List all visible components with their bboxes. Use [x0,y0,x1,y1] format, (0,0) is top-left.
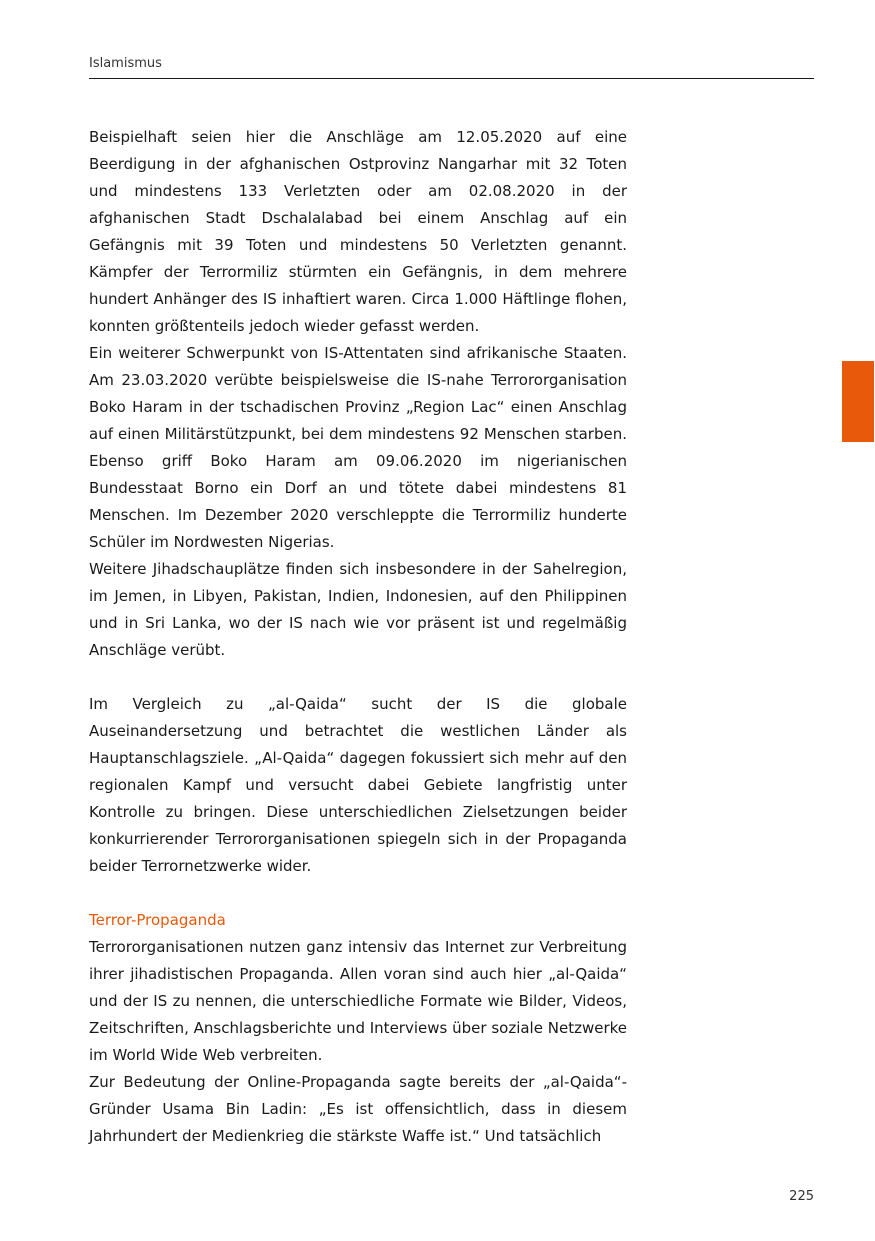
paragraph-propaganda-quote: Zur Bedeutung der Online-Propaganda sagte bereits der „al-Qaida“-Gründer Usama Bin Ladin: „Es ist offensichtlich, dass in diesem Jahrhundert der Medienkrieg die stärkste Waffe ist.“ Und tatsächlich [89,1073,627,1145]
main-text [89,124,627,1150]
chapter-side-tab [842,361,874,442]
paragraph-propaganda-internet: Terrororganisationen nutzen ganz intensiv das Internet zur Verbreitung ihrer jihadistischen Propaganda. Allen voran sind auch hier „al-Qaida“ und der IS zu nennen, die unterschiedliche Formate wie Bilder, Videos, Zeitschriften, Anschlagsberichte und Interviews über soziale Netzwerke im World Wide Web verbreiten. [89,938,627,1064]
section-heading: Terror-Propaganda [89,911,226,929]
paragraph-attacks-africa: Ein weiterer Schwerpunkt von IS-Attentaten sind afrikanische Staaten. Am 23.03.2020 verübte beispielsweise die IS-nahe Terrororganisation Boko Haram in der tschadischen Provinz „Region Lac“ einen Anschlag auf einen Militärstützpunkt, bei dem mindestens 92 Menschen starben. Ebenso griff Boko Haram am 09.06.2020 im nigerianischen Bundesstaat Borno ein Dorf an und tötete dabei mindestens 81 Menschen. Im Dezember 2020 verschleppte die Terrormiliz hunderte Schüler im Nordwesten Nigerias. [89,344,627,551]
paragraph-jihad-locations: Weitere Jihadschauplätze finden sich insbesondere in der Sahelregion, im Jemen, in Libyen, Pakistan, Indien, Indonesien, auf den Philippinen und in Sri Lanka, wo der IS nach wie vor präsent ist und regelmäßig Anschläge verübt. [89,560,627,659]
running-header: Islamismus [89,56,162,71]
page-number: 225 [789,1189,814,1204]
paragraph-al-qaida-comparison: Im Vergleich zu „al-Qaida“ sucht der IS die globale Auseinandersetzung und betrachtet die westlichen Länder als Hauptanschlagsziele. „Al-Qaida“ dagegen fokussiert sich mehr auf den regionalen Kampf und versucht dabei Gebiete langfristig unter Kontrolle zu bringen. Diese unterschiedlichen Zielsetzungen beider konkurrierender Terrororganisationen spiegeln sich in der Propaganda beider Terrornetzwerke wider. [89,695,627,875]
header-rule [89,78,814,79]
paragraph-attacks-afghanistan: Beispielhaft seien hier die Anschläge am 12.05.2020 auf eine Beerdigung in der afghanischen Ostprovinz Nangarhar mit 32 Toten und mindestens 133 Verletzten oder am 02.08.2020 in der afghanischen Stadt Dschalalabad bei einem Anschlag auf ein Gefängnis mit 39 Toten und mindestens 50 Verletzten genannt. Kämpfer der Terrormiliz stürmten ein Gefängnis, in dem mehrere hundert Anhänger des IS inhaftiert waren. Circa 1.000 Häftlinge flohen, konnten größtenteils jedoch wieder gefasst werden. [89,128,627,335]
